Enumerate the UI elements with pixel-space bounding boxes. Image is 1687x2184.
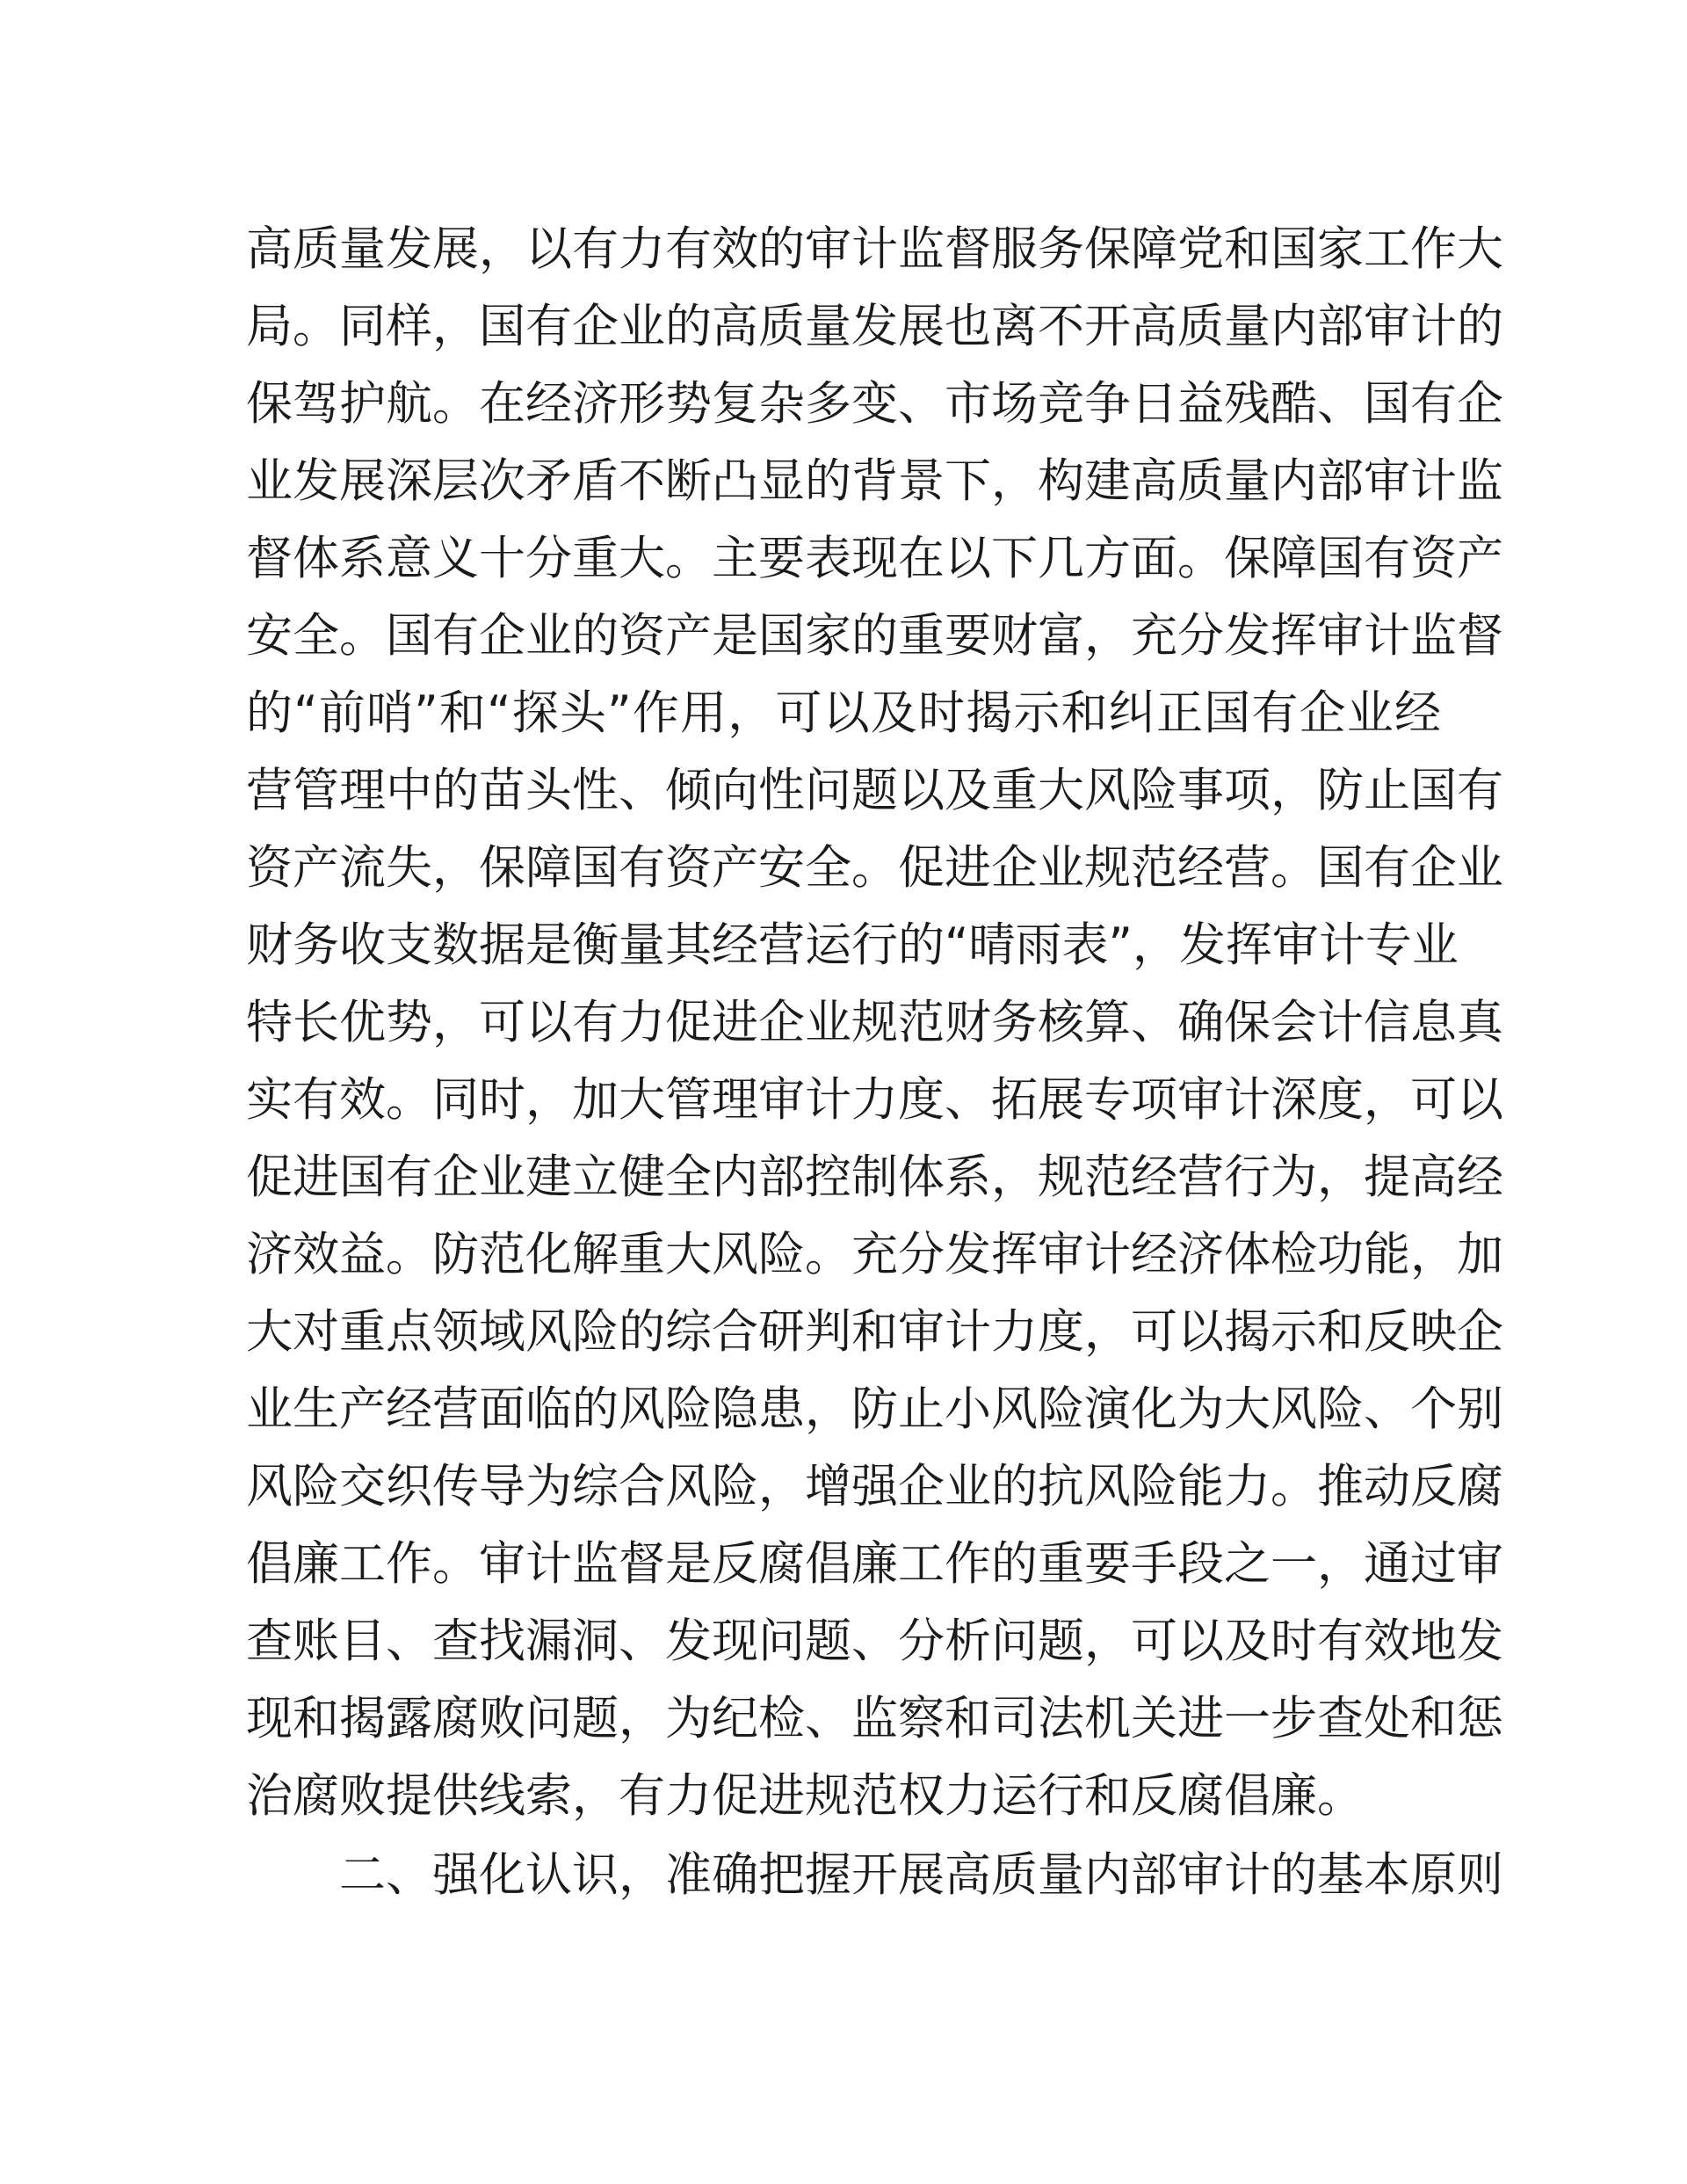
paragraph-line: 济效益。防范化解重大风险。充分发挥审计经济体检功能，加: [246, 1228, 1503, 1281]
paragraph-line: 财务收支数据是衡量其经营运行的“晴雨表”，发挥审计专业: [246, 918, 1459, 972]
paragraph-line: 实有效。同时，加大管理审计力度、拓展专项审计深度，可以: [246, 1073, 1503, 1127]
section-heading: 二、强化认识，准确把握开展高质量内部审计的基本原则: [339, 1848, 1503, 1902]
paragraph-line: 倡廉工作。审计监督是反腐倡廉工作的重要手段之一，通过审: [246, 1537, 1503, 1591]
paragraph-line: 局。同样，国有企业的高质量发展也离不开高质量内部审计的: [246, 300, 1503, 353]
paragraph-line: 资产流失，保障国有资产安全。促进企业规范经营。国有企业: [246, 841, 1503, 895]
paragraph-line: 的“前哨”和“探头”作用，可以及时揭示和纠正国有企业经: [246, 686, 1441, 740]
paragraph-line: 促进国有企业建立健全内部控制体系，规范经营行为，提高经: [246, 1150, 1503, 1204]
paragraph-line: 查账目、查找漏洞、发现问题、分析问题，可以及时有效地发: [246, 1614, 1503, 1668]
paragraph-line: 安全。国有企业的资产是国家的重要财富，充分发挥审计监督: [246, 609, 1503, 663]
paragraph-line: 督体系意义十分重大。主要表现在以下几方面。保障国有资产: [246, 532, 1503, 585]
paragraph-line: 特长优势，可以有力促进企业规范财务核算、确保会计信息真: [246, 996, 1503, 1049]
paragraph-line: 风险交织传导为综合风险，增强企业的抗风险能力。推动反腐: [246, 1460, 1503, 1513]
paragraph-line: 业发展深层次矛盾不断凸显的背景下，构建高质量内部审计监: [246, 454, 1503, 508]
paragraph-line: 营管理中的苗头性、倾向性问题以及重大风险事项，防止国有: [246, 764, 1503, 817]
paragraph-line: 业生产经营面临的风险隐患，防止小风险演化为大风险、个别: [246, 1382, 1503, 1436]
paragraph-line: 大对重点领域风险的综合研判和审计力度，可以揭示和反映企: [246, 1305, 1503, 1359]
paragraph-line: 保驾护航。在经济形势复杂多变、市场竞争日益残酷、国有企: [246, 377, 1503, 431]
paragraph-line: 治腐败提供线索，有力促进规范权力运行和反腐倡廉。: [246, 1769, 1364, 1823]
paragraph-line: 现和揭露腐败问题，为纪检、监察和司法机关进一步查处和惩: [246, 1692, 1503, 1745]
paragraph-line: 高质量发展，以有力有效的审计监督服务保障党和国家工作大: [246, 222, 1503, 276]
body-paragraph: [246, 211, 1503, 1835]
